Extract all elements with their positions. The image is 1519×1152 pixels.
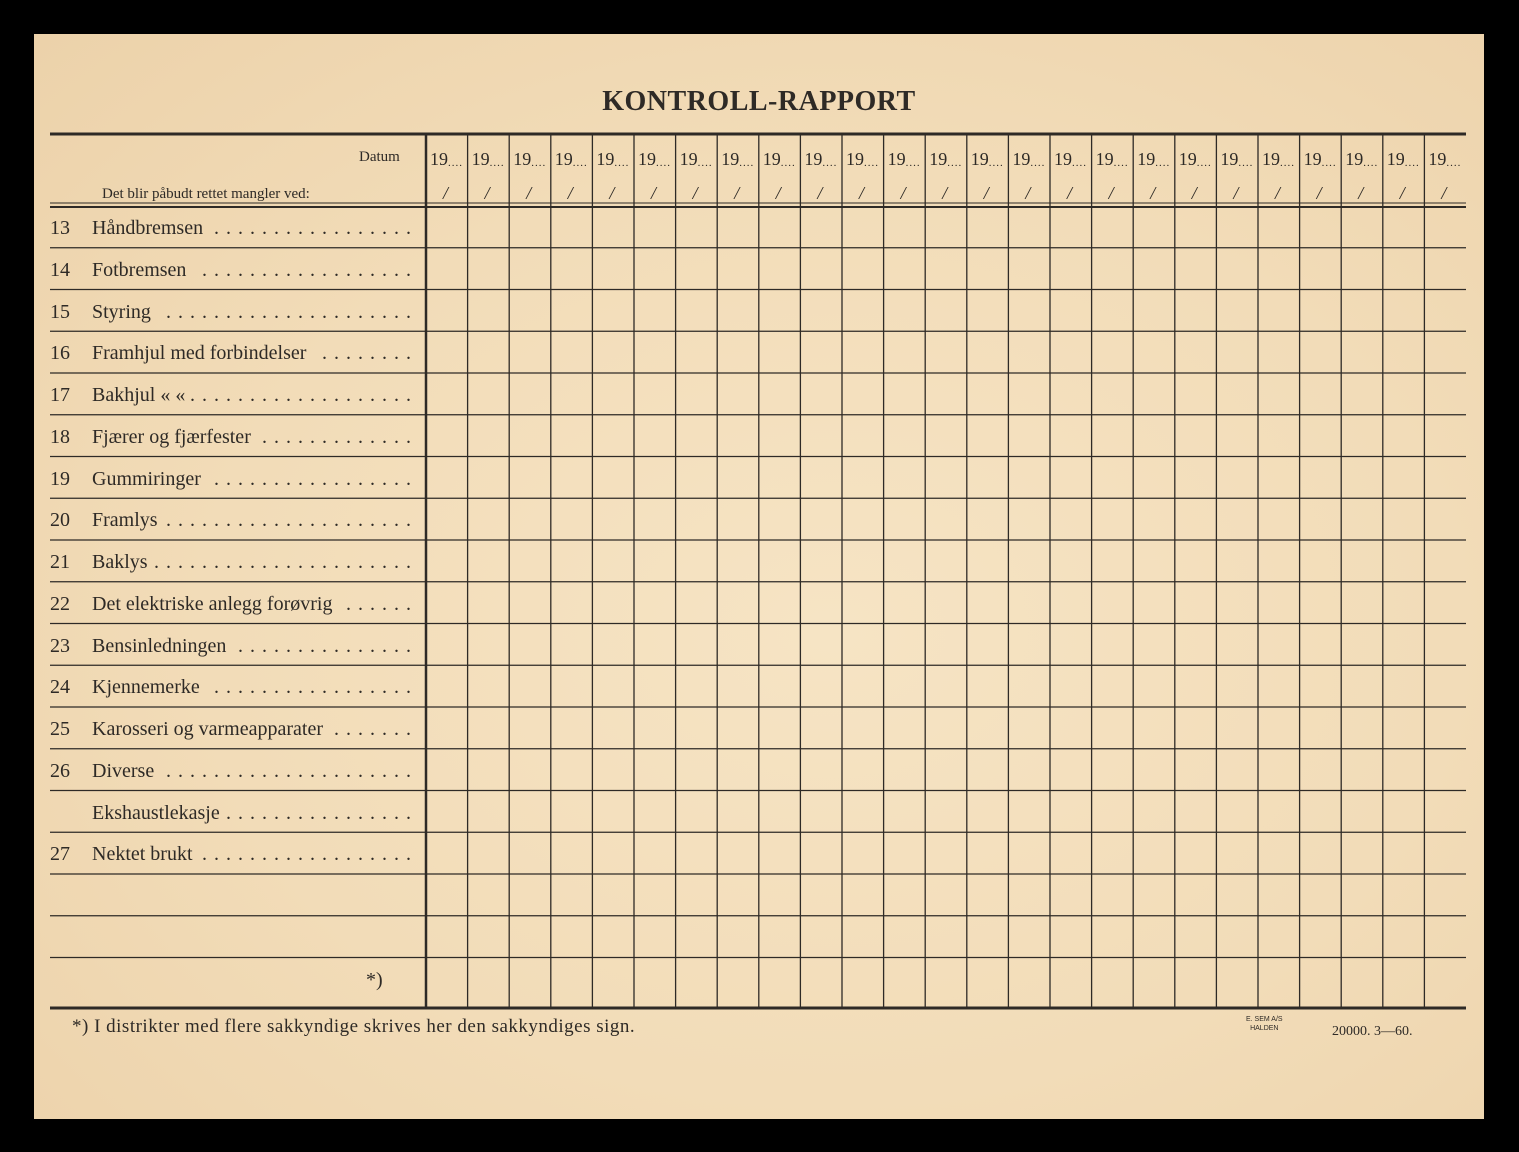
row-label: Framhjul med forbindelser	[92, 342, 307, 365]
row-label: Håndbremsen	[92, 217, 204, 239]
year-blank: ....	[947, 157, 963, 169]
dot-leader: .....................	[166, 300, 418, 323]
year-blank: ....	[1072, 157, 1087, 169]
dot-leader: ..................	[202, 843, 418, 866]
dot-leader: .............	[262, 425, 418, 448]
date-separator: /	[609, 183, 615, 203]
year-prefix: 19	[1178, 149, 1197, 169]
row-number: 27	[50, 843, 70, 866]
year-blank: ....	[1030, 157, 1046, 169]
year-blank: ....	[1363, 157, 1379, 169]
dot-leader: ...................	[190, 384, 418, 406]
printer-name: E. SEM A/S	[1246, 1016, 1283, 1023]
dot-leader: ................	[226, 801, 418, 824]
year-blank: ....	[531, 157, 547, 169]
year-prefix: 19	[596, 149, 615, 169]
year-blank: ....	[1155, 157, 1171, 169]
year-blank: ....	[1404, 157, 1420, 169]
year-prefix: 19	[970, 149, 989, 169]
row-number: 15	[50, 300, 70, 323]
dot-leader: ........	[322, 342, 418, 365]
row-number: 20	[50, 509, 70, 532]
year-prefix: 19	[887, 149, 906, 169]
year-prefix: 19	[1386, 149, 1405, 169]
date-separator: /	[1233, 183, 1239, 203]
row-number: 21	[50, 551, 70, 573]
row-number: 16	[50, 342, 70, 365]
year-blank: ....	[489, 157, 505, 169]
year-blank: ....	[1238, 157, 1254, 169]
date-separator: /	[1191, 183, 1197, 203]
dot-leader: .................	[214, 217, 418, 239]
year-prefix: 19	[846, 149, 864, 169]
year-blank: ....	[1113, 157, 1129, 169]
date-separator: /	[1067, 183, 1073, 203]
row-label: Bensinledningen	[92, 634, 227, 657]
date-separator: /	[526, 183, 532, 203]
date-separator: /	[817, 183, 823, 203]
print-code: 20000. 3—60.	[1332, 1024, 1413, 1039]
date-separator: /	[1108, 183, 1114, 203]
year-prefix: 19	[762, 149, 781, 169]
year-blank: ....	[572, 157, 588, 169]
year-blank: ....	[1196, 157, 1212, 169]
dot-leader: ......................	[154, 551, 418, 573]
year-prefix: 19	[513, 149, 532, 169]
date-separator: /	[484, 183, 490, 203]
year-blank: ....	[739, 157, 755, 169]
row-number: 22	[50, 592, 70, 615]
dot-leader: .......	[334, 718, 418, 740]
page-title: KONTROLL-RAPPORT	[602, 86, 916, 117]
date-separator: /	[775, 183, 781, 203]
year-blank: ....	[988, 157, 1004, 169]
year-blank: ....	[822, 157, 838, 169]
printer-city: HALDEN	[1250, 1025, 1279, 1032]
signature-row-marker: *)	[366, 968, 383, 991]
row-number: 14	[50, 258, 70, 281]
year-blank: ....	[697, 157, 713, 169]
row-label: Nektet brukt	[92, 843, 193, 866]
year-prefix: 19	[1303, 149, 1322, 169]
year-prefix: 19	[1345, 149, 1364, 169]
date-separator: /	[859, 183, 865, 203]
row-number: 17	[50, 384, 70, 406]
dot-leader: .................	[214, 676, 418, 699]
year-prefix: 19	[679, 149, 698, 169]
date-separator: /	[1441, 183, 1447, 203]
year-prefix: 19	[1012, 149, 1031, 169]
date-separator: /	[651, 183, 657, 203]
date-separator: /	[1025, 183, 1031, 203]
year-prefix: 19	[721, 149, 740, 169]
year-blank: ....	[780, 157, 796, 169]
year-blank: ....	[905, 157, 921, 169]
row-label: Kjennemerke	[92, 676, 200, 699]
year-prefix: 19	[638, 149, 656, 169]
row-label: Styring	[92, 300, 151, 323]
date-separator: /	[900, 183, 906, 203]
dot-leader: ..................	[202, 258, 418, 281]
row-label: Diverse	[92, 759, 155, 782]
year-prefix: 19	[1428, 149, 1447, 169]
date-separator: /	[1316, 183, 1322, 203]
dot-leader: ...............	[238, 634, 418, 657]
row-label: Ekshaustlekasje	[92, 801, 220, 824]
row-number: 18	[50, 425, 70, 448]
date-separator: /	[983, 183, 989, 203]
year-prefix: 19	[1137, 149, 1156, 169]
row-number: 26	[50, 759, 70, 782]
dot-leader: ......	[346, 592, 418, 615]
row-label: Framlys	[92, 509, 158, 532]
date-separator: /	[1399, 183, 1405, 203]
row-number: 25	[50, 718, 70, 740]
year-prefix: 19	[471, 149, 490, 169]
row-number: 24	[50, 676, 70, 699]
date-separator: /	[692, 183, 698, 203]
date-separator: /	[942, 183, 948, 203]
row-label: Fjærer og fjærfester	[92, 425, 251, 448]
datum-label: Datum	[359, 149, 400, 165]
row-label: Bakhjul « «	[92, 384, 186, 406]
row-label: Fotbremsen	[92, 258, 187, 281]
row-label: Baklys	[92, 551, 148, 573]
row-number: 13	[50, 217, 70, 239]
year-prefix: 19	[554, 149, 573, 169]
year-blank: ....	[1321, 157, 1337, 169]
year-blank: ....	[656, 157, 671, 169]
row-number: 23	[50, 634, 70, 657]
year-prefix: 19	[1054, 149, 1072, 169]
date-separator: /	[1275, 183, 1281, 203]
date-separator: /	[734, 183, 740, 203]
dot-leader: .....................	[166, 509, 418, 532]
dot-leader: .................	[214, 467, 418, 490]
year-blank: ....	[614, 157, 630, 169]
year-blank: ....	[448, 157, 463, 169]
year-prefix: 19	[929, 149, 948, 169]
year-blank: ....	[864, 157, 879, 169]
year-prefix: 19	[1095, 149, 1114, 169]
year-blank: ....	[1280, 157, 1295, 169]
row-label: Gummiringer	[92, 467, 201, 490]
year-prefix: 19	[430, 149, 448, 169]
date-separator: /	[1358, 183, 1364, 203]
row-number: 19	[50, 467, 70, 490]
dot-leader: .....................	[166, 759, 418, 782]
row-label: Det elektriske anlegg forøvrig	[92, 592, 333, 615]
year-prefix: 19	[1220, 149, 1239, 169]
inspection-card	[34, 34, 1484, 1119]
year-prefix: 19	[1262, 149, 1280, 169]
date-separator: /	[443, 183, 449, 203]
footnote: *) I distrikter med flere sakkyndige skrives her den sakkyndiges sign.	[72, 1016, 636, 1037]
date-separator: /	[567, 183, 573, 203]
instruction-label: Det blir påbudt rettet mangler ved:	[102, 186, 310, 202]
year-blank: ....	[1446, 157, 1462, 169]
year-prefix: 19	[804, 149, 823, 169]
printer-mark	[1246, 1015, 1283, 1033]
date-separator: /	[1150, 183, 1156, 203]
row-label: Karosseri og varmeapparater	[92, 718, 323, 740]
